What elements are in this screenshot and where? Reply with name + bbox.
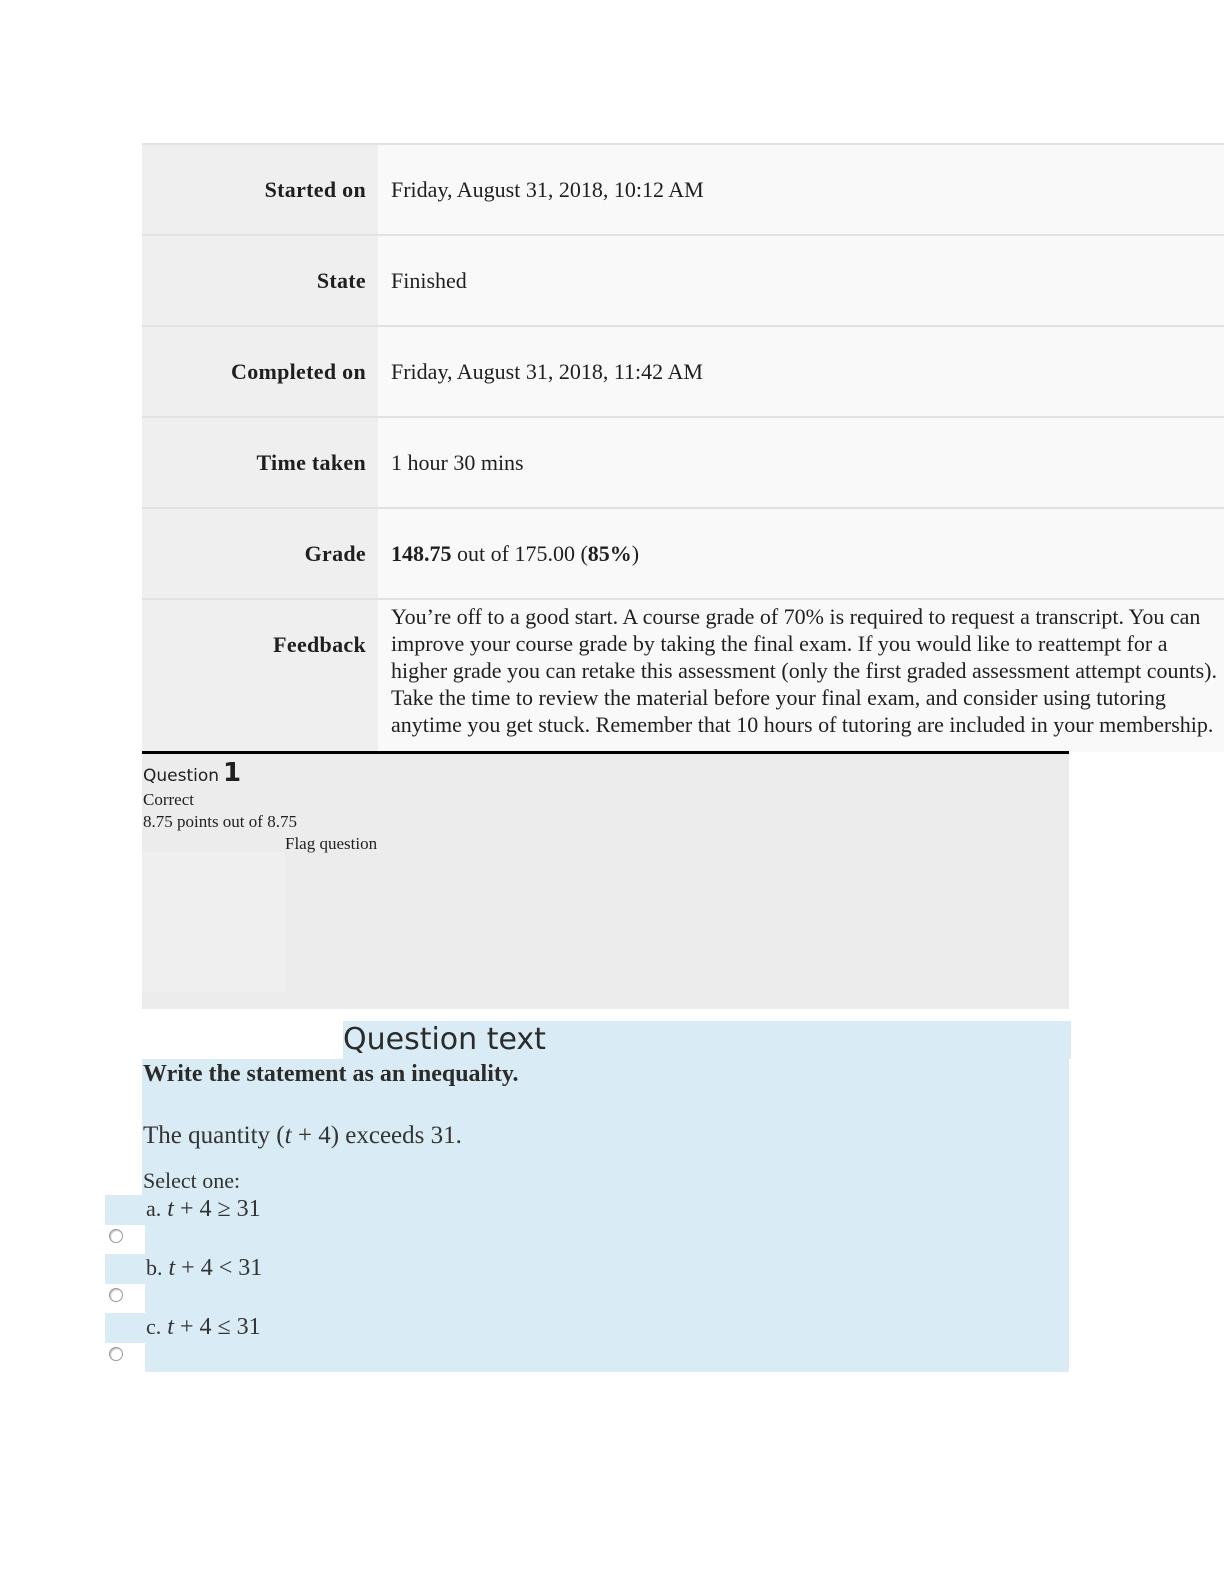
question-grade: 8.75 points out of 8.75 [143, 812, 297, 831]
statement-pre: The quantity ( [143, 1122, 285, 1149]
question-state: Correct [143, 790, 194, 809]
question-text-heading: Question text [343, 1021, 1071, 1059]
question-prompt: Write the statement as an inequality. [143, 1061, 519, 1087]
question-number [143, 758, 241, 788]
question-number-value: 1 [223, 758, 242, 788]
option-highlight [105, 1313, 145, 1343]
option-expr: + 4 ≤ 31 [173, 1314, 261, 1340]
summary-label: Grade [142, 509, 378, 598]
option-c-radio[interactable] [109, 1347, 123, 1361]
flag-question-button[interactable]: Flag question [285, 834, 378, 853]
option-b-label[interactable] [146, 1255, 262, 1282]
summary-value: Friday, August 31, 2018, 10:12 AM [378, 145, 1224, 234]
summary-value: Finished [378, 236, 1224, 325]
summary-row-grade [142, 509, 1224, 600]
option-expr: + 4 < 31 [175, 1255, 263, 1281]
option-var: t [167, 1314, 174, 1340]
option-a-label[interactable] [146, 1196, 261, 1223]
grade-percent: 85% [587, 540, 632, 566]
summary-label: Time taken [142, 418, 378, 507]
option-letter: a. [146, 1196, 162, 1221]
option-var: t [167, 1196, 174, 1222]
summary-label: Feedback [142, 600, 378, 752]
feedback-text: You’re off to a good start. A course grade of 70% is required to request a transcript. You can improve your course grade by taking the final exam. If you would like to reattempt for a higher grade you can retake this assessment (only the first graded assessment attempt counts). Take the time to review the material before your final exam, and consider using tutoring anytime you get stuck. Remember that 10 hours of tutoring are included in your membership. [391, 604, 1217, 737]
summary-row-started [142, 145, 1224, 236]
option-expr: + 4 ≥ 31 [173, 1196, 261, 1222]
summary-row-state [142, 236, 1224, 327]
question-statement [143, 1122, 462, 1150]
summary-label: State [142, 236, 378, 325]
option-letter: c. [146, 1314, 162, 1339]
summary-value: Friday, August 31, 2018, 11:42 AM [378, 327, 1224, 416]
grade-value [378, 509, 1224, 598]
summary-row-feedback [142, 600, 1224, 752]
summary-label: Started on [142, 145, 378, 234]
summary-row-completed [142, 327, 1224, 418]
question-label: Question [143, 766, 220, 786]
question-info [142, 751, 1069, 1009]
option-a-radio[interactable] [109, 1229, 123, 1243]
grade-close: ) [631, 540, 640, 566]
attempt-summary-table [142, 143, 1224, 752]
grade-out-of: out of 175.00 ( [451, 540, 588, 566]
option-highlight [105, 1254, 145, 1284]
option-highlight [105, 1195, 145, 1225]
summary-value: 1 hour 30 mins [378, 418, 1224, 507]
grade-score: 148.75 [391, 540, 452, 566]
summary-label: Completed on [142, 327, 378, 416]
option-letter: b. [146, 1255, 163, 1280]
summary-row-time-taken [142, 418, 1224, 509]
statement-var: t [284, 1122, 292, 1149]
select-one-label: Select one: [143, 1168, 241, 1193]
option-c-label[interactable] [146, 1314, 261, 1341]
statement-post: + 4) exceeds 31. [291, 1122, 462, 1149]
option-b-radio[interactable] [109, 1288, 123, 1302]
feedback-value [378, 600, 1224, 752]
option-var: t [168, 1255, 176, 1281]
question-content [142, 1059, 1069, 1372]
flag-icon[interactable] [142, 852, 285, 992]
